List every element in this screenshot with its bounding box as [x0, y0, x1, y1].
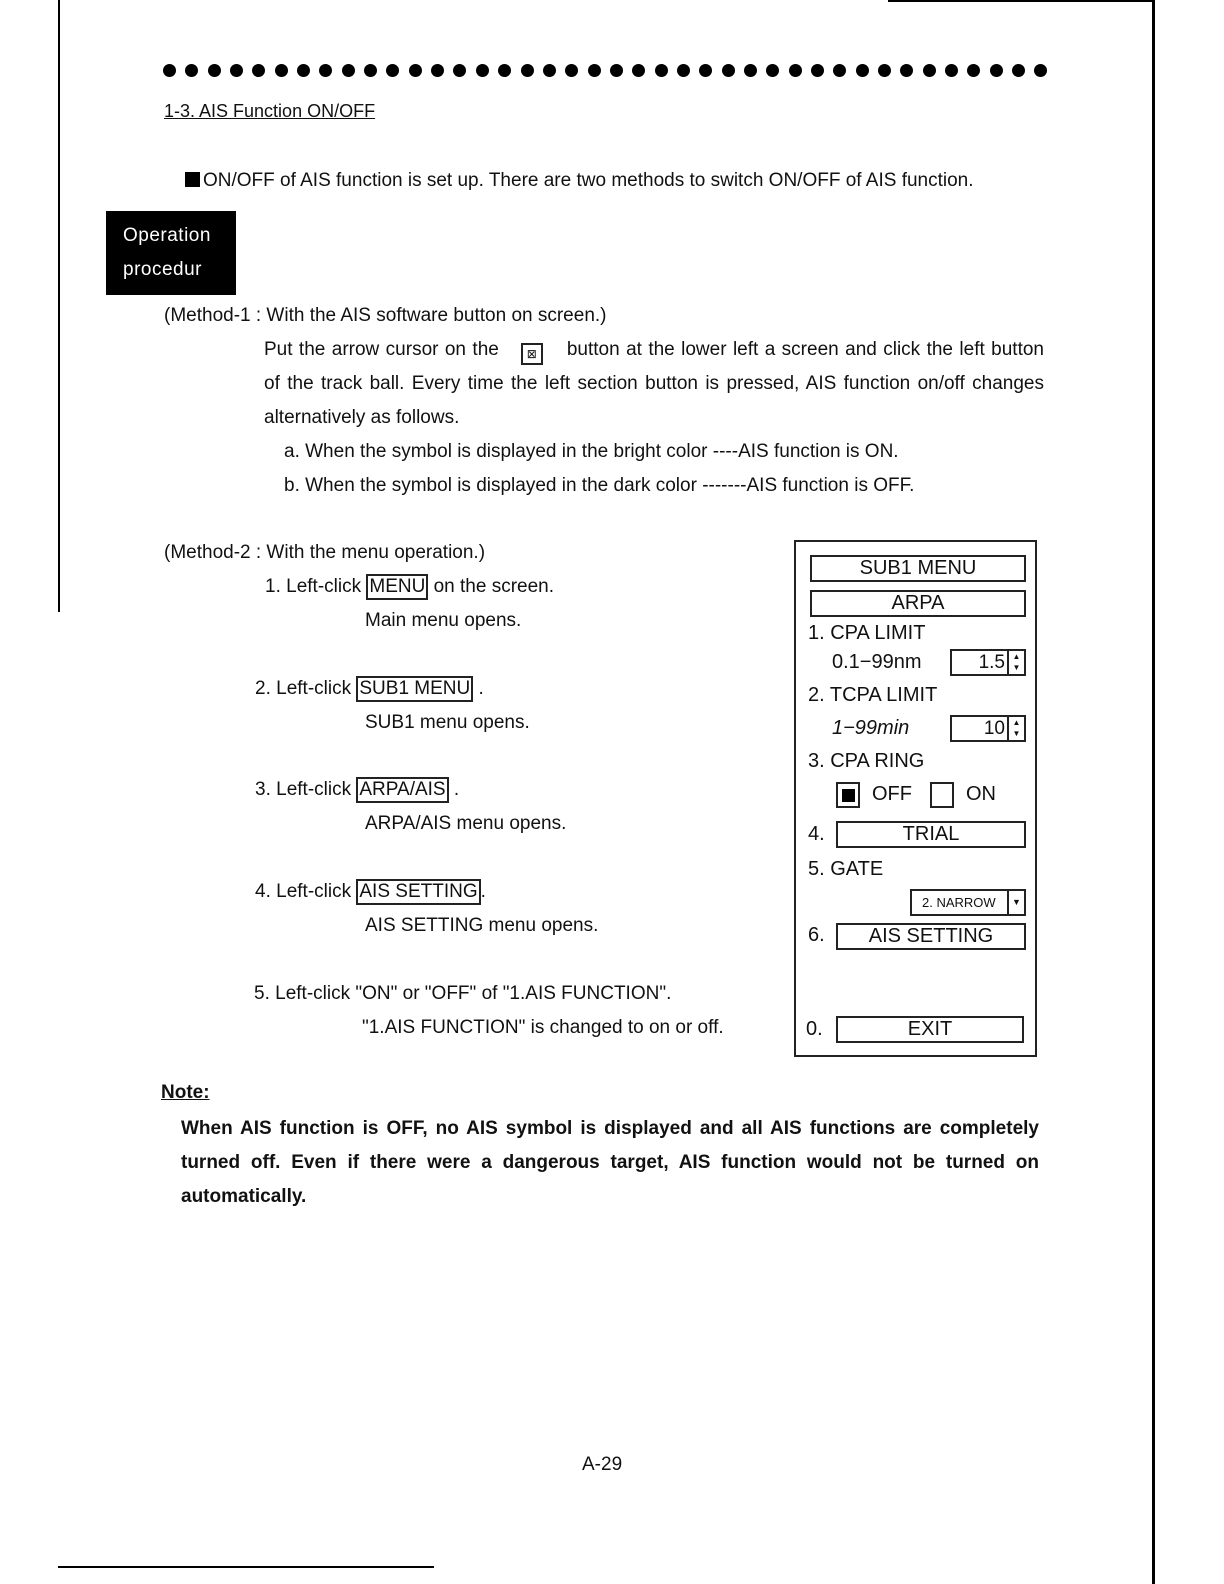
sub1-menu-panel — [794, 540, 1037, 1057]
ais-setting-number: 6. — [808, 924, 825, 946]
right-margin-line — [1152, 0, 1155, 1584]
tcpa-limit-range: 1−99min — [832, 717, 910, 739]
rule-dot — [655, 64, 668, 77]
rule-dot — [163, 64, 176, 77]
cpa-ring-off-label: OFF — [872, 783, 912, 805]
rule-dot — [275, 64, 288, 77]
exit-button[interactable]: EXIT — [836, 1016, 1024, 1043]
exit-number: 0. — [806, 1018, 823, 1040]
intro-text: ON/OFF of AIS function is set up. There are two methods to switch ON/OFF of AIS function. — [185, 170, 974, 192]
rule-dot — [476, 64, 489, 77]
rule-dot — [811, 64, 824, 77]
rule-dot — [543, 64, 556, 77]
step-1: 1. Left-click MENU on the screen. — [265, 570, 554, 604]
left-margin-line — [58, 0, 60, 612]
rule-dot — [833, 64, 846, 77]
rule-dot — [342, 64, 355, 77]
rule-dot — [923, 64, 936, 77]
tcpa-limit-spinner[interactable]: 10 ▲ ▼ — [950, 715, 1026, 742]
step-2: 2. Left-click SUB1 MENU . — [255, 672, 484, 706]
rule-dot — [386, 64, 399, 77]
rule-dot — [722, 64, 735, 77]
cpa-ring-on-checkbox[interactable] — [930, 782, 954, 808]
rule-dot — [297, 64, 310, 77]
rule-dot — [364, 64, 377, 77]
step-3-result: ARPA/AIS menu opens. — [365, 813, 567, 834]
spinner-arrows-icon[interactable]: ▲ ▼ — [1007, 651, 1024, 674]
panel-arpa-tab[interactable]: ARPA — [810, 590, 1026, 617]
step-4: 4. Left-click AIS SETTING . — [255, 875, 486, 909]
rule-dot — [1012, 64, 1025, 77]
ais-software-button-icon[interactable]: ⊠ — [521, 343, 543, 365]
step-3: 3. Left-click ARPA/AIS . — [255, 773, 459, 807]
section-title: 1-3. AIS Function ON/OFF — [164, 101, 376, 121]
note-title: Note: — [161, 1082, 210, 1103]
arpa-ais-button[interactable]: ARPA/AIS — [356, 777, 448, 803]
rule-dot — [565, 64, 578, 77]
step-5-result: "1.AIS FUNCTION" is changed to on or off. — [362, 1017, 724, 1038]
step-5: 5. Left-click "ON" or "OFF" of "1.AIS FUNCTION". — [254, 983, 672, 1004]
rule-dot — [431, 64, 444, 77]
method1-paragraph: Put the arrow cursor on the ⊠ button at the lower left a screen and click the left button of the track ball. Every time the left section button is pressed, AIS function on/off changes alternatively as follows. — [264, 339, 1044, 428]
chevron-down-icon[interactable]: ▼ — [1007, 891, 1024, 914]
gate-label: 5. GATE — [808, 858, 884, 880]
rule-dot — [878, 64, 891, 77]
rule-dot — [1034, 64, 1047, 77]
rule-dot — [766, 64, 779, 77]
cpa-ring-on-label: ON — [966, 783, 996, 805]
step-2-result: SUB1 menu opens. — [365, 712, 530, 733]
rule-dot — [900, 64, 913, 77]
rule-dot — [610, 64, 623, 77]
method2-heading: (Method-2 : With the menu operation.) — [164, 542, 486, 563]
note-body: When AIS function is OFF, no AIS symbol is displayed and all AIS functions are completely turned off. Even if there were a dangerous target, AIS function would not be turned on automatically. — [181, 1118, 1039, 1207]
trial-number: 4. — [808, 823, 825, 845]
cpa-limit-spinner[interactable]: 1.5 ▲ ▼ — [950, 649, 1026, 676]
sub1-menu-button[interactable]: SUB1 MENU — [356, 676, 473, 702]
step-1-result: Main menu opens. — [365, 610, 522, 631]
tcpa-limit-label: 2. TCPA LIMIT — [808, 684, 938, 706]
square-bullet-icon — [185, 172, 200, 187]
gate-dropdown[interactable]: 2. NARROW ▼ — [910, 889, 1026, 916]
trial-button[interactable]: TRIAL — [836, 821, 1026, 848]
dotted-rule — [163, 64, 1048, 84]
rule-dot — [208, 64, 221, 77]
rule-dot — [319, 64, 332, 77]
rule-dot — [453, 64, 466, 77]
rule-dot — [230, 64, 243, 77]
spinner-arrows-icon[interactable]: ▲ ▼ — [1007, 717, 1024, 740]
rule-dot — [990, 64, 1003, 77]
rule-dot — [632, 64, 645, 77]
cpa-ring-label: 3. CPA RING — [808, 750, 925, 772]
step-4-result: AIS SETTING menu opens. — [365, 915, 599, 936]
rule-dot — [409, 64, 422, 77]
cpa-ring-off-checkbox[interactable] — [836, 782, 860, 808]
cpa-limit-range: 0.1−99nm — [832, 651, 922, 673]
rule-dot — [699, 64, 712, 77]
ais-setting-button[interactable]: AIS SETTING — [356, 879, 480, 905]
rule-dot — [677, 64, 690, 77]
panel-title: SUB1 MENU — [810, 555, 1026, 582]
method1-heading: (Method-1 : With the AIS software button on screen.) — [164, 305, 607, 326]
rule-dot — [521, 64, 534, 77]
rule-dot — [967, 64, 980, 77]
method1-item-b: b. When the symbol is displayed in the dark color -------AIS function is OFF. — [284, 475, 915, 496]
menu-button[interactable]: MENU — [366, 574, 428, 600]
page-number: A-29 — [582, 1454, 623, 1475]
panel-ais-setting-button[interactable]: AIS SETTING — [836, 923, 1026, 950]
rule-dot — [945, 64, 958, 77]
rule-dot — [588, 64, 601, 77]
bottom-rule — [58, 1566, 434, 1568]
rule-dot — [498, 64, 511, 77]
operation-procedure-label: Operation procedur — [106, 211, 236, 295]
rule-dot — [252, 64, 265, 77]
rule-dot — [789, 64, 802, 77]
rule-dot — [744, 64, 757, 77]
rule-dot — [185, 64, 198, 77]
rule-dot — [856, 64, 869, 77]
top-rule — [888, 0, 1152, 2]
cpa-limit-label: 1. CPA LIMIT — [808, 622, 926, 644]
method1-item-a: a. When the symbol is displayed in the bright color ----AIS function is ON. — [284, 441, 899, 462]
